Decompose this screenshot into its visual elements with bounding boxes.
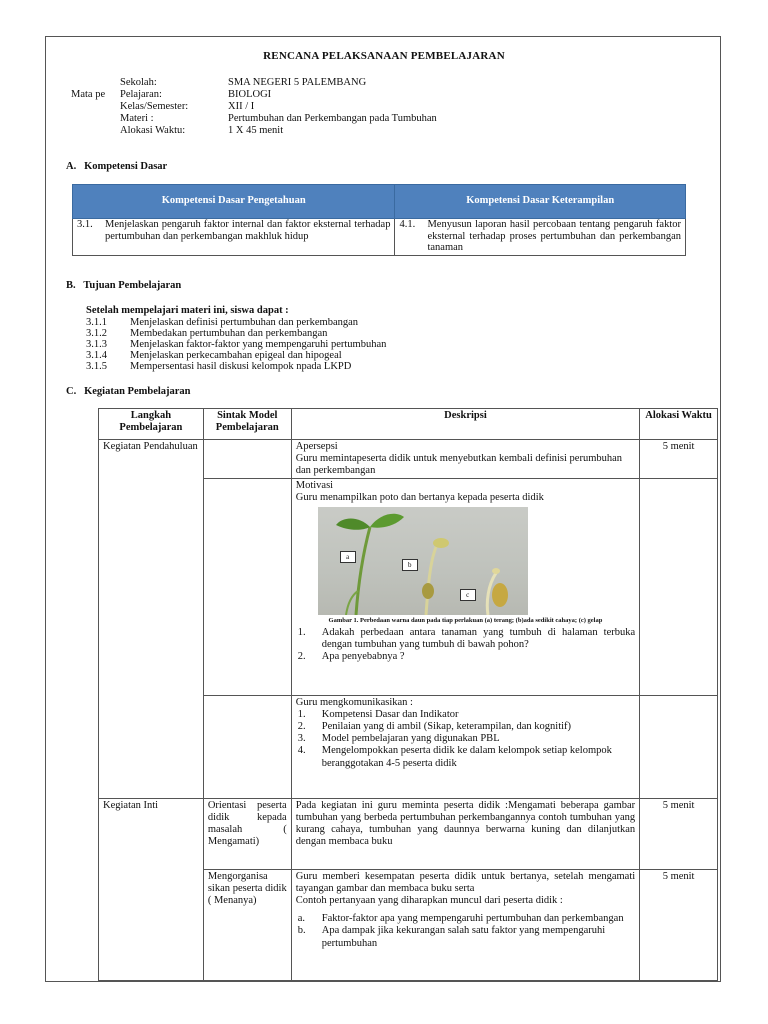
identity-label-pelajaran: Pelajaran: — [120, 89, 162, 100]
mata-pe-label: Mata pe — [71, 89, 106, 100]
goal-number: 3.1.4 — [86, 350, 107, 361]
sintak-text: Mengorganisa sikan peserta didik ( Menanya) — [207, 871, 287, 907]
goal-item — [86, 361, 351, 373]
goal-number: 3.1.1 — [86, 317, 107, 328]
kg-cell-alokasi — [640, 440, 718, 479]
goal-text: Mempersentasi hasil diskusi kelompok npada LKPD — [130, 361, 352, 372]
list-number: 2. — [297, 721, 306, 733]
plant-photo — [318, 507, 528, 615]
identity-value-materi: Pertumbuhan dan Perkembangan pada Tumbuhan — [228, 113, 437, 124]
list-item — [298, 651, 635, 663]
list-item — [298, 913, 635, 925]
identity-label-sekolah: Sekolah: — [120, 77, 157, 88]
deskripsi-text: Contoh pertanyaan yang diharapkan muncul dari peserta didik : — [295, 895, 563, 907]
alokasi-value: 5 menit — [662, 871, 695, 883]
kg-header-alokasi: Alokasi Waktu — [640, 409, 718, 440]
section-a-heading: A. Kompetensi Dasar — [66, 161, 168, 172]
kg-cell-alokasi — [640, 799, 718, 870]
list-number: b. — [297, 925, 306, 937]
list-number: 2. — [297, 651, 306, 663]
kg-cell-desk-menanya — [291, 870, 639, 981]
kg-cell-sintak-empty — [203, 440, 291, 479]
kd-cell-keterampilan — [395, 219, 686, 256]
motivasi-title: Motivasi — [295, 480, 334, 492]
list-text: Apa dampak jika kekurangan salah satu faktor yang mempengaruhi pertumbuhan — [321, 925, 606, 949]
sintak-text: Orientasi peserta didik kepada masalah ( Mengamati) — [207, 800, 287, 848]
list-text: Model pembelajaran yang digunakan PBL — [321, 733, 500, 745]
pertanyaan-list — [296, 913, 635, 949]
kg-header-langkah: Langkah Pembelajaran — [99, 409, 204, 440]
kd-number: 4.1. — [399, 219, 416, 230]
kg-cell-desk-orientasi — [291, 799, 639, 870]
goal-text: Membedakan pertumbuhan dan perkembangan — [130, 328, 328, 339]
kg-header-sintak: Sintak Model Pembelajaran — [203, 409, 291, 440]
komunikasi-title: Guru mengkomunikasikan : — [295, 697, 413, 709]
goal-text: Menjelaskan perkecambahan epigeal dan hipogeal — [130, 350, 342, 361]
goal-number: 3.1.3 — [86, 339, 107, 350]
document-title: RENCANA PELAKSANAAN PEMBELAJARAN — [263, 50, 505, 62]
list-item — [298, 627, 635, 651]
section-b-heading: B. Tujuan Pembelajaran — [66, 280, 182, 291]
kg-cell-motivasi — [291, 479, 639, 696]
kompetensi-dasar-table — [72, 184, 686, 256]
kd-header-keterampilan: Kompetensi Dasar Keterampilan — [395, 185, 686, 219]
list-text: Adakah perbedaan antara tanaman yang tumbuh di halaman terbuka dengan tumbuhan yang tumbuh di bawah pohon? — [321, 627, 636, 651]
section-c-heading: C. Kegiatan Pembelajaran — [66, 386, 191, 397]
langkah-label: Kegiatan Pendahuluan — [103, 441, 198, 452]
list-text: Penilaian yang di ambil (Sikap, keterampilan, dan kognitif) — [321, 721, 572, 733]
alokasi-value: 5 menit — [662, 800, 695, 812]
deskripsi-text: Pada kegiatan ini guru meminta peserta didik :Mengamati beberapa gambar tumbuhan yang berbeda pertumbuhan perkembangannya contoh tumbuhan yang kurang cahaya, tumbuhan yang daunnya berwarna kuning dan dilanjutkan dengan membaca buku — [295, 800, 636, 848]
photo-label-b: b — [402, 559, 418, 571]
alokasi-value: 5 menit — [662, 441, 695, 452]
kd-number: 3.1. — [77, 219, 93, 230]
kd-text: Menyusun laporan hasil percobaan tentang pengaruh faktor eksternal terhadap proses pertumbuhan dan perkembangan tanaman — [427, 219, 681, 253]
list-item — [298, 709, 635, 721]
kd-text: Menjelaskan pengaruh faktor internal dan faktor eksternal terhadap pertumbuhan dan perkembangan makhluk hidup — [105, 219, 391, 242]
photo-caption: Gambar 1. Perbedaan warna daun pada tiap perlakuan (a) terang; (b)ada sedikit cahaya; (c) gelap — [328, 617, 603, 625]
deskripsi-text: Guru memberi kesempatan peserta didik untuk bertanya, setelah mengamati tayangan gambar dan membaca buku serta — [295, 871, 636, 895]
identity-label-materi: Materi : — [120, 113, 154, 124]
kg-cell-sintak-menanya — [203, 870, 291, 981]
identity-value-alokasi: 1 X 45 menit — [228, 125, 284, 136]
apersepsi-title: Apersepsi — [295, 441, 338, 452]
kg-cell-alokasi-empty — [640, 696, 718, 799]
list-number: 3. — [297, 733, 306, 745]
identity-label-alokasi: Alokasi Waktu: — [120, 125, 186, 136]
kg-header-deskripsi: Deskripsi — [291, 409, 639, 440]
kd-header-pengetahuan: Kompetensi Dasar Pengetahuan — [73, 185, 395, 219]
kg-cell-sintak-orientasi — [203, 799, 291, 870]
goals-intro: Setelah mempelajari materi ini, siswa dapat : — [86, 305, 289, 316]
list-number: 4. — [297, 745, 306, 757]
question-list — [296, 627, 635, 663]
goal-number: 3.1.2 — [86, 328, 107, 339]
photo-label-a: a — [340, 551, 356, 563]
motivasi-text: Guru menampilkan poto dan bertanya kepada peserta didik — [295, 492, 544, 504]
list-item — [298, 733, 635, 745]
list-text: Mengelompokkan peserta didik ke dalam kelompok setiap kelompok beranggotakan 4-5 peserta didik — [321, 745, 612, 769]
list-item — [298, 721, 635, 733]
photo-label-c: c — [460, 589, 476, 601]
kg-cell-alokasi-empty — [640, 479, 718, 696]
kg-cell-inti — [99, 799, 204, 981]
list-text: Apa penyebabnya ? — [321, 651, 405, 663]
langkah-label: Kegiatan Inti — [103, 800, 159, 812]
identity-value-sekolah: SMA NEGERI 5 PALEMBANG — [228, 77, 367, 88]
identity-value-kelas: XII / I — [228, 101, 255, 112]
list-item — [298, 745, 635, 769]
goal-text: Menjelaskan faktor-faktor yang mempengaruhi pertumbuhan — [130, 339, 387, 350]
identity-value-pelajaran: BIOLOGI — [228, 89, 272, 100]
kegiatan-table — [98, 408, 718, 981]
goal-number: 3.1.5 — [86, 361, 107, 372]
identity-label-kelas: Kelas/Semester: — [120, 101, 189, 112]
kg-cell-sintak-empty — [203, 696, 291, 799]
kg-cell-komunikasi — [291, 696, 639, 799]
list-number: a. — [297, 913, 306, 925]
list-text: Faktor-faktor apa yang mempengaruhi pertumbuhan dan perkembangan — [321, 913, 624, 925]
list-number: 1. — [297, 709, 306, 721]
goal-text: Menjelaskan definisi pertumbuhan dan perkembangan — [130, 317, 359, 328]
apersepsi-text: Guru memintapeserta didik untuk menyebutkan kembali definisi perumbuhan dan perkembangan — [295, 453, 623, 477]
kg-cell-pendahuluan — [99, 440, 204, 799]
list-number: 1. — [297, 627, 306, 639]
kd-cell-pengetahuan — [73, 219, 395, 256]
kg-cell-alokasi — [640, 870, 718, 981]
kg-cell-sintak-empty — [203, 479, 291, 696]
list-text: Kompetensi Dasar dan Indikator — [321, 709, 459, 721]
list-item — [298, 925, 635, 949]
komunikasi-list — [296, 709, 635, 769]
kg-cell-apersepsi — [291, 440, 639, 479]
